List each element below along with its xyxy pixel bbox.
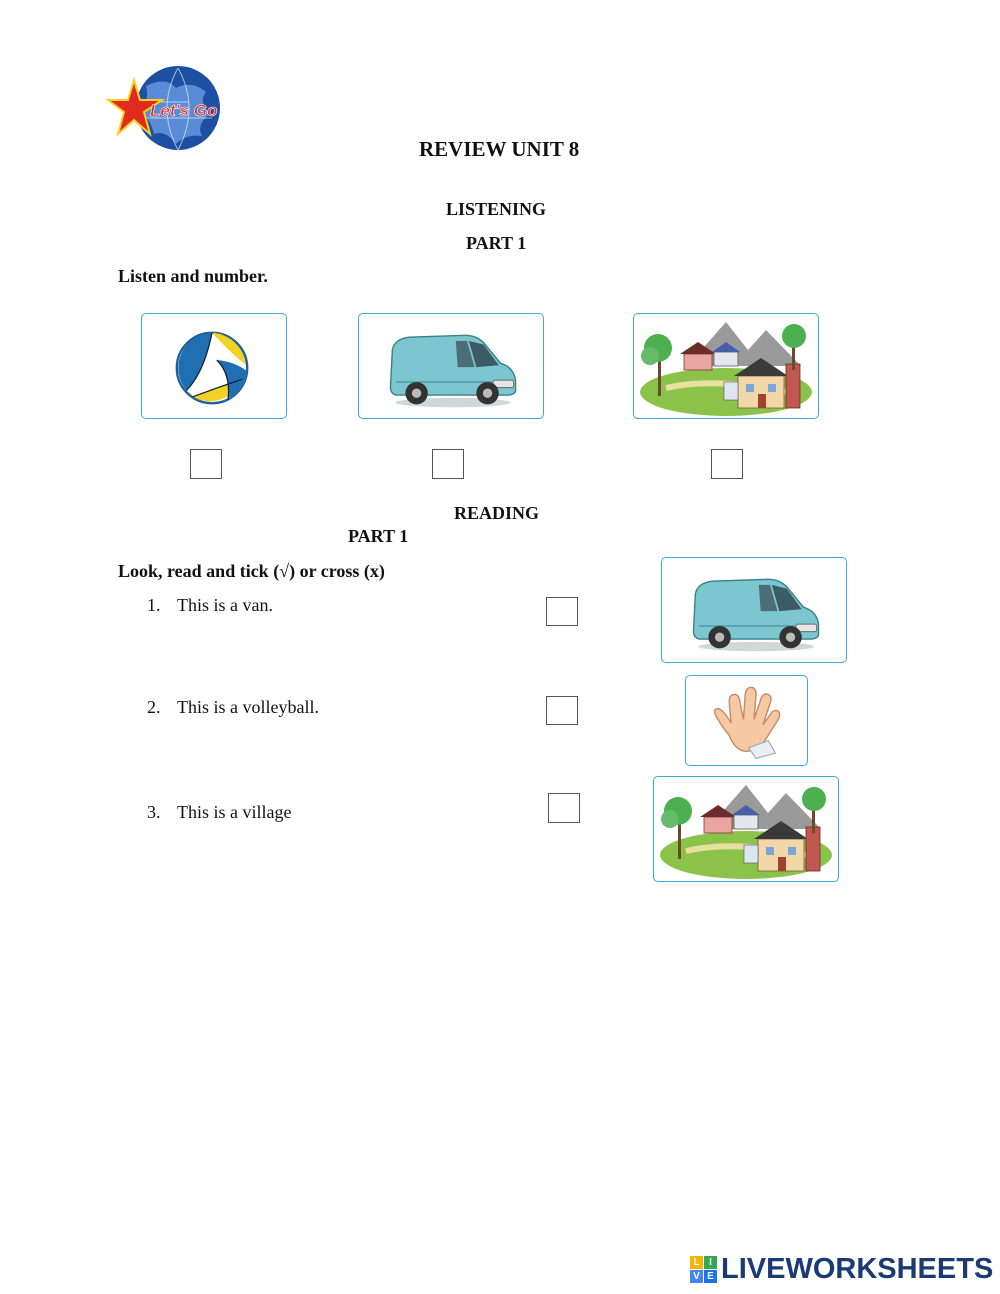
item-text: This is a volleyball.	[177, 697, 319, 717]
village-icon	[633, 313, 819, 419]
page-title: REVIEW UNIT 8	[419, 137, 580, 161]
item-number: 3.	[147, 802, 161, 822]
lets-go-logo	[106, 66, 224, 154]
reading-instruction: Look, read and tick (√) or cross (x)	[118, 561, 385, 581]
number-box-1[interactable]	[190, 449, 222, 479]
reading-heading: READING	[454, 503, 540, 523]
liveworksheets-logo	[690, 1254, 993, 1284]
item-number: 2.	[147, 697, 161, 717]
badge-letter: I	[704, 1256, 717, 1269]
tick-box-1[interactable]	[546, 597, 578, 626]
tick-box-2[interactable]	[546, 696, 578, 725]
brand-badge-icon	[690, 1256, 717, 1283]
reading-part: PART 1	[348, 526, 409, 546]
item-text: This is a village	[177, 802, 292, 822]
volleyball-icon	[141, 313, 287, 419]
listening-heading: LISTENING	[446, 199, 547, 219]
hand-icon	[685, 675, 808, 766]
tick-box-3[interactable]	[548, 793, 580, 823]
number-box-3[interactable]	[711, 449, 743, 479]
badge-letter: E	[704, 1270, 717, 1283]
listening-instruction: Listen and number.	[118, 266, 268, 286]
listening-part: PART 1	[466, 233, 527, 253]
brand-text: LIVEWORKSHEETS	[721, 1252, 994, 1285]
logo-text: Let's Go	[150, 101, 218, 120]
badge-letter: L	[690, 1256, 703, 1269]
van-icon	[661, 557, 847, 663]
badge-letter: V	[690, 1270, 703, 1283]
village-icon	[653, 776, 839, 882]
number-box-2[interactable]	[432, 449, 464, 479]
item-text: This is a van.	[177, 595, 273, 615]
van-icon	[358, 313, 544, 419]
item-number: 1.	[147, 595, 161, 615]
